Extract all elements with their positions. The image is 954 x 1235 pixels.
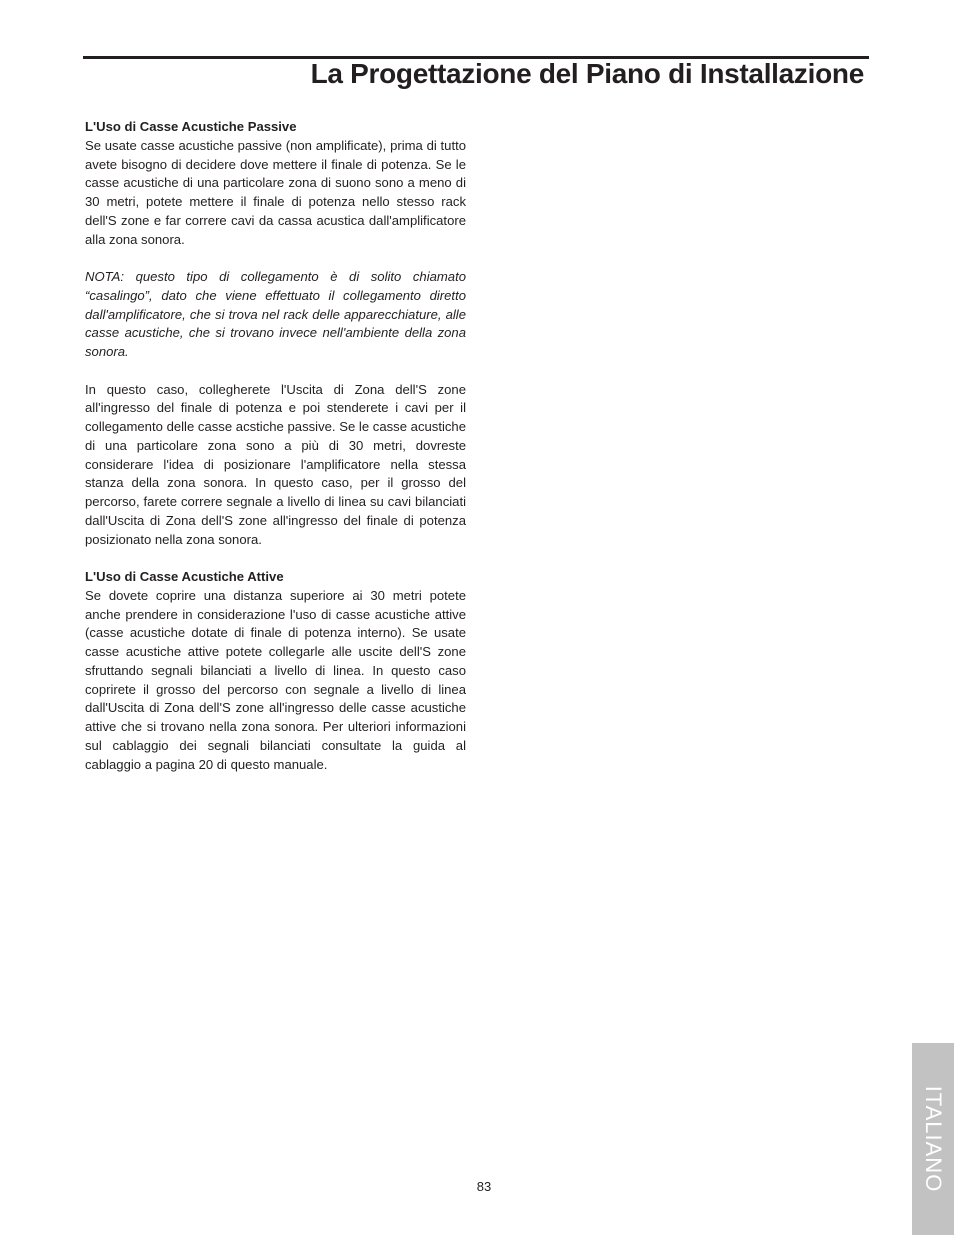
paragraph-active: Se dovete coprire una distanza superiore ai 30 metri potete anche prendere in considerazione l'uso di casse acustiche attive (casse acustiche dotate di finale di potenza interno). Se usate casse acustiche attive potete collegarle alle uscite dell'S zone sfruttando segnali bilanciati a livello di linea. In questo caso coprirete il grosso del percorso con segnale a livello di linea dall'Uscita di Zona dell'S zone all'ingresso delle casse acustiche attive che si trovano nella zona sonora. Per ulteriori informazioni sul cablaggio dei segnali bilanciati consultate la guida al cablaggio a pagina 20 di questo manuale. bbox=[85, 587, 466, 772]
language-tab bbox=[912, 1043, 954, 1235]
note-paragraph: NOTA: questo tipo di collegamento è di solito chiamato “casalingo”, dato che viene effettuato il collegamento diretto dall'amplificatore, che si trova nel rack delle apparecchiature, alle casse acustiche, che si trovano invece nell'ambiente della zona sonora. bbox=[85, 269, 466, 359]
page-title: La Progettazione del Piano di Installazione bbox=[310, 58, 864, 89]
section-heading-passive: L'Uso di Casse Acustiche Passive bbox=[85, 119, 297, 134]
paragraph-passive-intro: Se usate casse acustiche passive (non amplificate), prima di tutto avete bisogno di decidere dove mettere il finale di potenza. Se le casse acustiche di una particolare zona di suono sono a meno di 30 metri, potete mettere il finale di potenza nello stesso rack dell'S zone e far correre cavi da cassa acustica dall'amplificatore alla zona sonora. bbox=[85, 137, 466, 247]
main-text-column bbox=[85, 118, 466, 774]
page-number: 83 bbox=[476, 1179, 492, 1194]
paragraph-passive-wiring: In questo caso, collegherete l'Uscita di Zona dell'S zone all'ingresso del finale di potenza e poi stenderete i cavi per il collegamento delle casse acstiche passive. Se le casse acustiche di una particolare zona sono a più di 30 metri, dovreste considerare l'idea di posizionare l'amplificatore nella stessa stanza della zona sonora. In questo caso, per il grosso del percorso, farete correre segnale a livello di linea su cavi bilanciati dall'Uscita di Zona dell'S zone all'ingresso del finale di potenza posizionato nella zona sonora. bbox=[85, 381, 466, 547]
language-tab-label: ITALIANO bbox=[921, 1085, 946, 1193]
section-heading-active: L'Uso di Casse Acustiche Attive bbox=[85, 569, 284, 584]
